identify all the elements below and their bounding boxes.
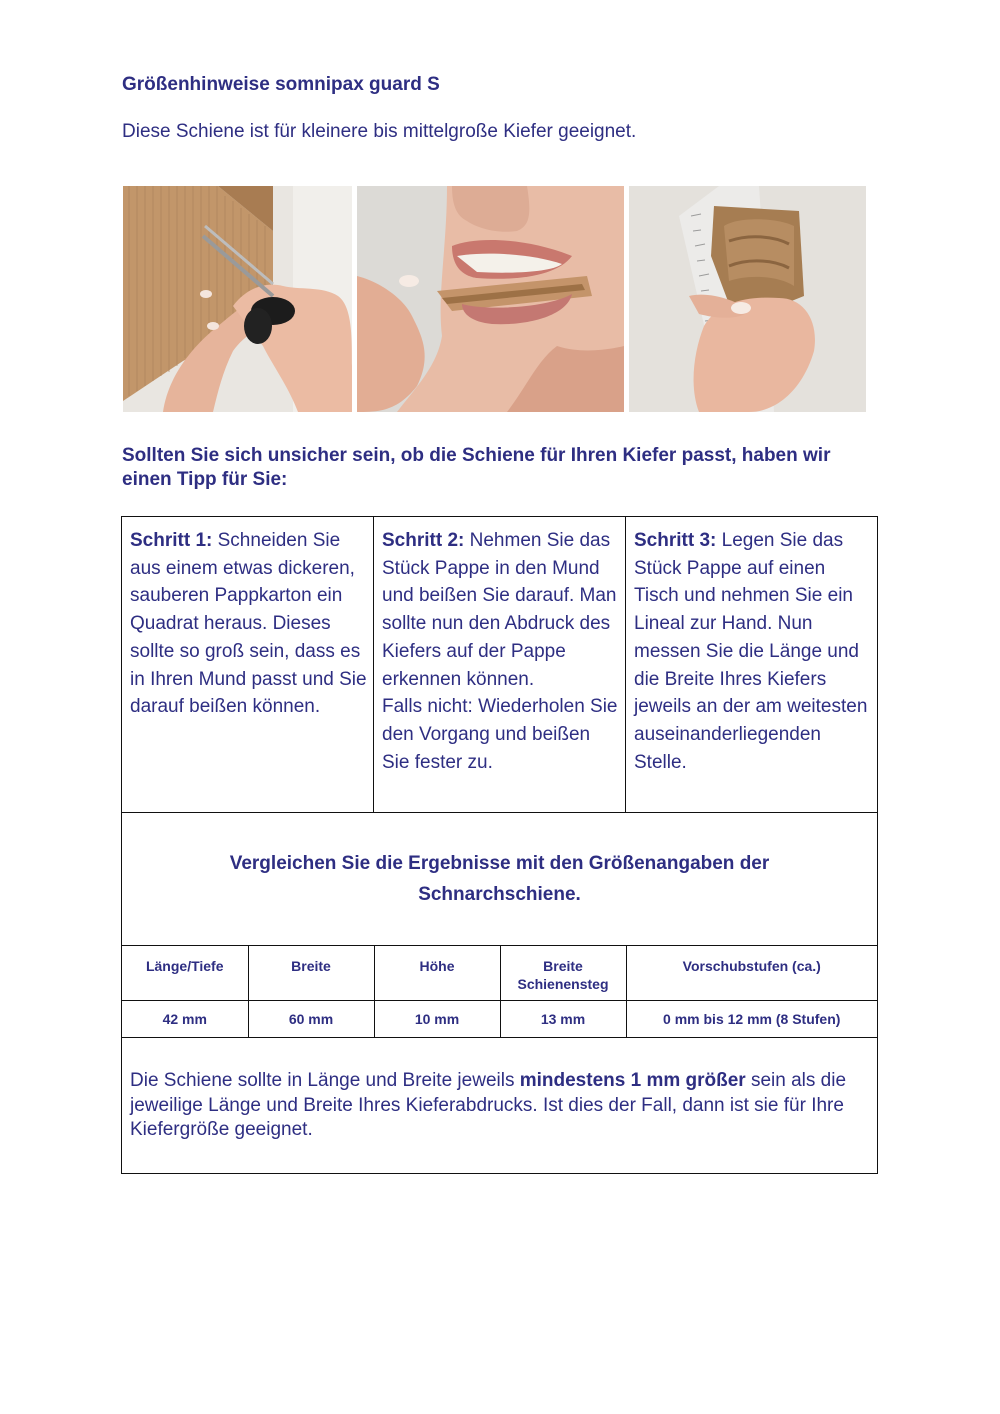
header-advancement: Vorschubstufen (ca.) bbox=[626, 946, 877, 1000]
biting-cardboard-photo bbox=[357, 186, 624, 412]
page-title: Größenhinweise somnipax guard S bbox=[122, 74, 440, 95]
steps-row bbox=[122, 517, 877, 813]
value-width: 60 mm bbox=[248, 1000, 374, 1037]
header-width: Breite bbox=[248, 946, 374, 1000]
tip-heading: Sollten Sie sich unsicher sein, ob die Schiene für Ihren Kiefer passt, haben wir einen Tipp für Sie: bbox=[122, 445, 831, 490]
note-text-bold: mindestens 1 mm größer bbox=[519, 1070, 746, 1091]
note-text-start: Die Schiene sollte in Länge und Breite jeweils bbox=[130, 1070, 520, 1091]
step-2-text: Nehmen Sie das Stück Pappe in den Mund und beißen Sie darauf. Man sollte nun den Abdruck des Kiefers auf der Pappe erkennen können. bbox=[382, 530, 617, 690]
size-table-value-row bbox=[122, 1000, 877, 1037]
step-3-cell bbox=[626, 517, 878, 812]
step-1-text: Schneiden Sie aus einem etwas dickeren, sauberen Pappkarton ein Quadrat heraus. Dieses sollte so groß sein, dass es in Ihren Mund passt und Sie darauf beißen können. bbox=[130, 530, 367, 718]
cutting-cardboard-photo bbox=[123, 186, 352, 412]
step-2-label: Schritt 2: bbox=[382, 530, 465, 551]
header-height: Höhe bbox=[374, 946, 500, 1000]
size-table bbox=[122, 946, 877, 1038]
compare-row bbox=[122, 813, 877, 946]
value-length: 42 mm bbox=[122, 1000, 248, 1037]
step-1-label: Schritt 1: bbox=[130, 530, 213, 551]
step-2-cell bbox=[374, 517, 626, 812]
measuring-imprint-photo bbox=[629, 186, 866, 412]
size-table-header-row bbox=[122, 946, 877, 1000]
step-1-cell bbox=[122, 517, 374, 812]
header-length: Länge/Tiefe bbox=[122, 946, 248, 1000]
value-advancement: 0 mm bis 12 mm (8 Stufen) bbox=[626, 1000, 877, 1037]
step-3-label: Schritt 3: bbox=[634, 530, 717, 551]
note-text-end: sein als die jeweilige Länge und Breite Ihres Kieferabdrucks. Ist dies der Fall, dann ist sie für Ihre Kiefergröße geeignet. bbox=[130, 1070, 847, 1140]
value-height: 10 mm bbox=[374, 1000, 500, 1037]
step-2-retry-text: Falls nicht: Wiederholen Sie den Vorgang und beißen Sie fester zu. bbox=[382, 696, 618, 773]
value-bridge-width: 13 mm bbox=[500, 1000, 626, 1037]
instructions-table bbox=[121, 516, 878, 1174]
compare-text: Vergleichen Sie die Ergebnisse mit den Größenangaben der Schnarchschiene. bbox=[229, 853, 770, 905]
header-bridge-width: Breite Schienensteg bbox=[500, 946, 626, 1000]
step-3-text: Legen Sie das Stück Pappe auf einen Tisch und nehmen Sie ein Lineal zur Hand. Nun messen Sie die Länge und die Breite Ihres Kiefers jeweils an der am weitesten auseinanderliegenden Stelle. bbox=[634, 530, 868, 773]
size-note bbox=[130, 1069, 865, 1143]
photo-row bbox=[123, 186, 866, 412]
intro-text: Diese Schiene ist für kleinere bis mittelgroße Kiefer geeignet. bbox=[122, 121, 637, 142]
